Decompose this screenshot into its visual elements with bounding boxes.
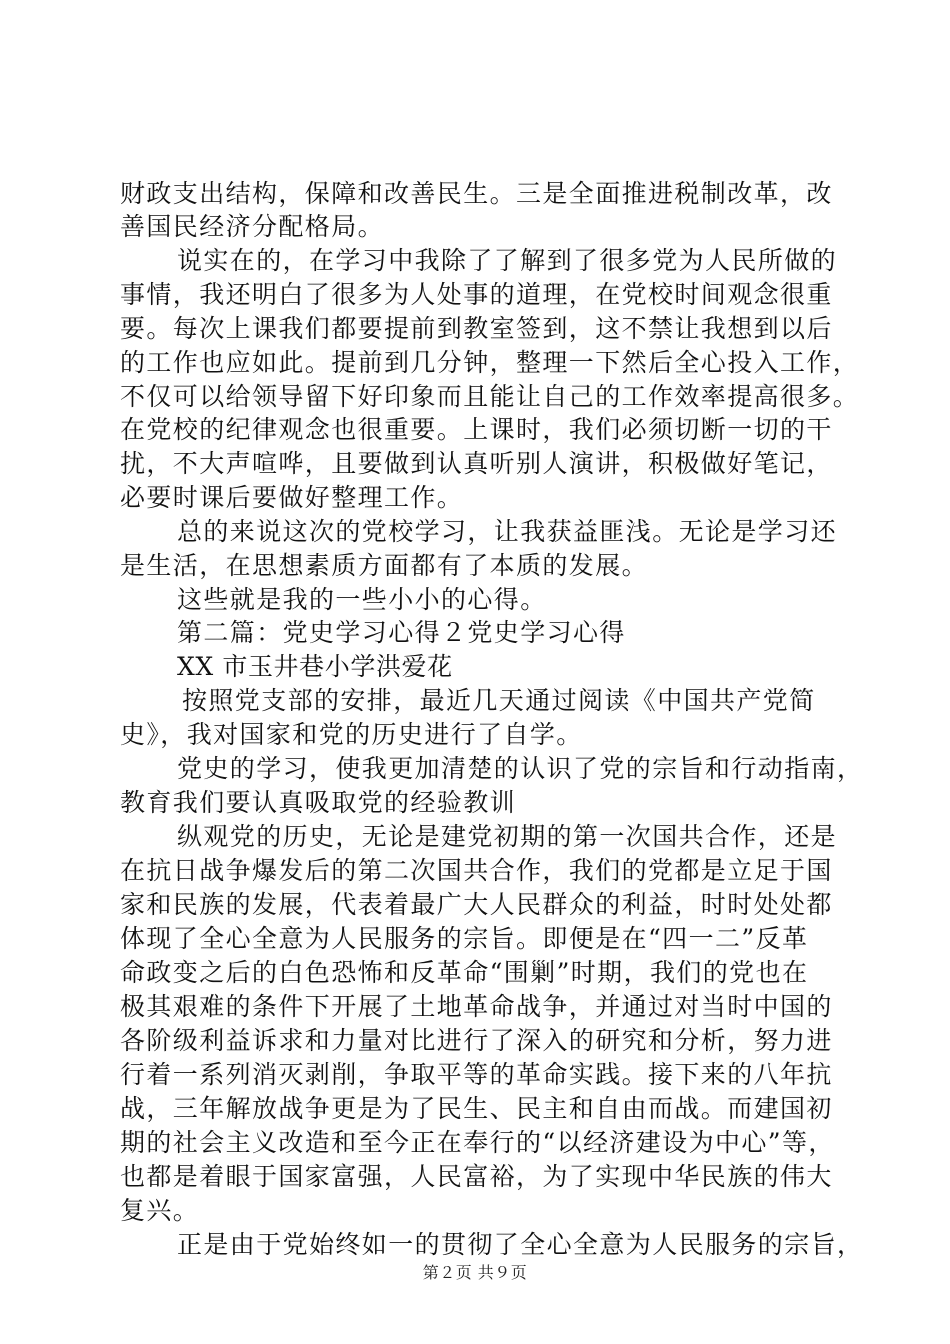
author-line: XX 市玉井巷小学洪爱花 xyxy=(177,652,453,681)
paragraph-line: 不仅可以给领导留下好印象而且能让自己的工作效率提高很多。 xyxy=(120,382,860,411)
paragraph-line: 极其艰难的条件下开展了土地革命战争，并通过对当时中国的 xyxy=(120,992,833,1021)
paragraph-line: 家和民族的发展，代表着最广大人民群众的利益，时时处处都 xyxy=(120,890,833,919)
paragraph-line: 事情，我还明白了很多为人处事的道理，在党校时间观念很重 xyxy=(120,280,833,309)
paragraph-line: 总的来说这次的党校学习，让我获益匪浅。无论是学习还 xyxy=(177,517,838,546)
paragraph-line: 这些就是我的一些小小的心得。 xyxy=(177,585,547,614)
paragraph-line: 是生活，在思想素质方面都有了本质的发展。 xyxy=(120,551,649,580)
paragraph-line: 命政变之后的白色恐怖和反革命“围剿”时期，我们的党也在 xyxy=(120,958,809,987)
paragraph-line: 正是由于党始终如一的贯彻了全心全意为人民服务的宗旨， xyxy=(177,1230,864,1259)
paragraph-line: 财政支出结构，保障和改善民生。三是全面推进税制改革，改 xyxy=(120,179,833,208)
paragraph-line: 扰，不大声喧哗，且要做到认真听别人演讲，积极做好笔记， xyxy=(120,449,833,478)
section-heading: 第二篇：党史学习心得２党史学习心得 xyxy=(177,618,626,647)
page-footer: 第２页 共９页 xyxy=(422,1263,528,1282)
paragraph-line: 说实在的，在学习中我除了了解到了很多党为人民所做的 xyxy=(177,246,838,275)
paragraph-line: 战，三年解放战争更是为了民生、民主和自由而战。而建国初 xyxy=(120,1094,833,1123)
paragraph-line: 史》，我对国家和党的历史进行了自学。 xyxy=(120,720,583,749)
paragraph-line: 党史的学习，使我更加清楚的认识了党的宗旨和行动指南， xyxy=(177,754,864,783)
paragraph-line: 复兴。 xyxy=(120,1196,200,1225)
paragraph-line: 必要时课后要做好整理工作。 xyxy=(120,483,464,512)
paragraph-line: 按照党支部的安排，最近几天通过阅读《中国共产党简 xyxy=(182,686,816,715)
paragraph-line: 的工作也应如此。提前到几分钟，整理一下然后全心投入工作， xyxy=(120,348,860,377)
paragraph-line: 教育我们要认真吸取党的经验教训 xyxy=(120,788,517,817)
paragraph-line: 也都是着眼于国家富强，人民富裕，为了实现中华民族的伟大 xyxy=(120,1162,833,1191)
paragraph-line: 各阶级利益诉求和力量对比进行了深入的研究和分析，努力进 xyxy=(120,1026,833,1055)
paragraph-line: 在党校的纪律观念也很重要。上课时，我们必须切断一切的干 xyxy=(120,415,833,444)
paragraph-line: 善国民经济分配格局。 xyxy=(120,212,385,241)
paragraph-line: 在抗日战争爆发后的第二次国共合作，我们的党都是立足于国 xyxy=(120,856,833,885)
paragraph-line: 行着一系列消灭剥削，争取平等的革命实践。接下来的八年抗 xyxy=(120,1060,833,1089)
paragraph-line: 期的社会主义改造和至今正在奉行的“以经济建设为中心”等， xyxy=(120,1128,835,1157)
paragraph-line: 纵观党的历史，无论是建党初期的第一次国共合作，还是 xyxy=(177,822,838,851)
paragraph-line: 要。每次上课我们都要提前到教室签到，这不禁让我想到以后 xyxy=(120,314,833,343)
paragraph-line: 体现了全心全意为人民服务的宗旨。即便是在“四一二”反革 xyxy=(120,924,809,953)
